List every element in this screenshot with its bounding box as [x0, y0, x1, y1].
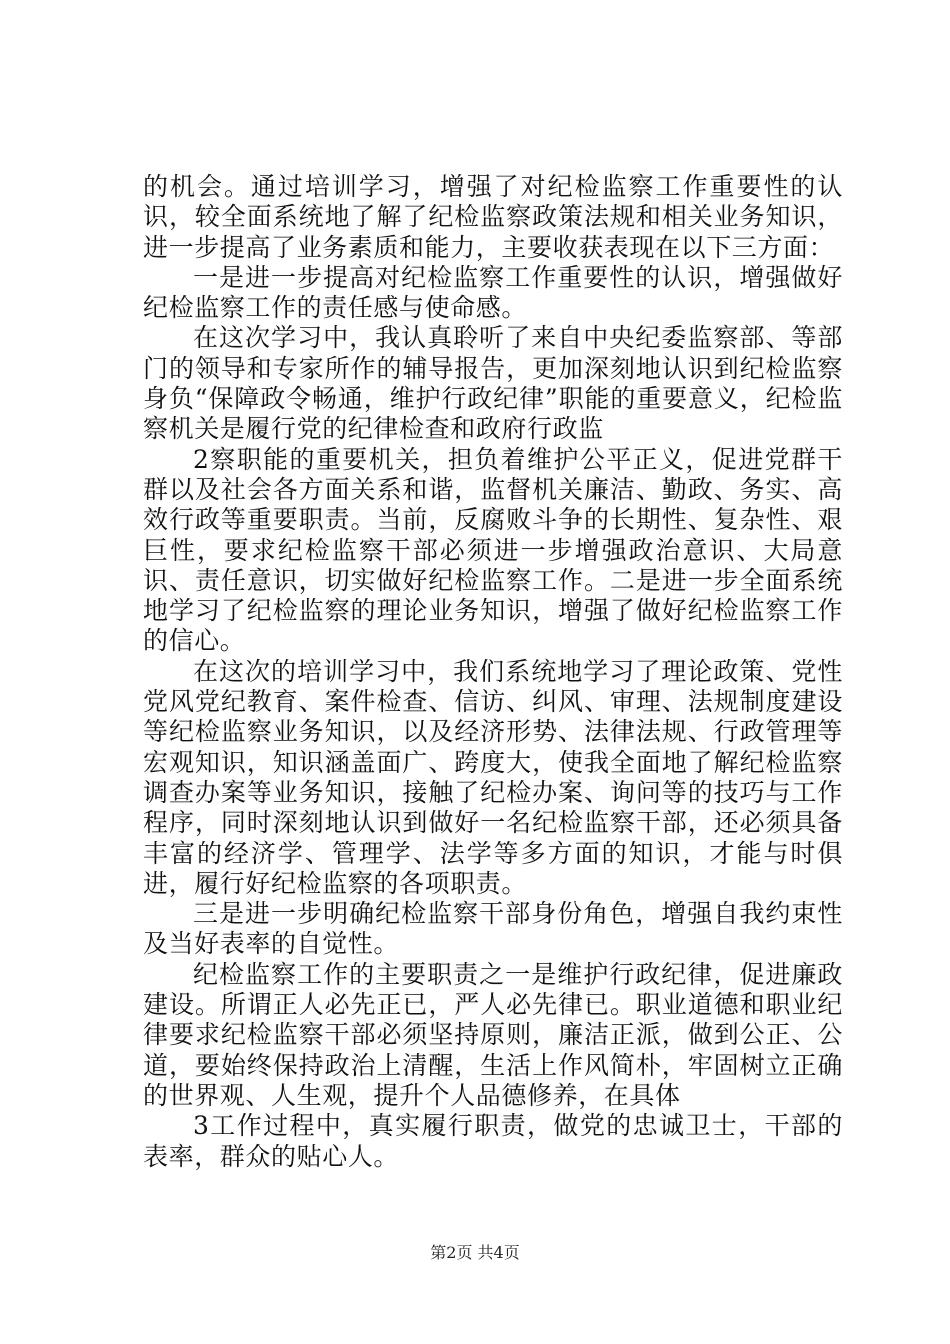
paragraph-training-content: 在这次的培训学习中，我们系统地学习了理论政策、党性党风党纪教育、案件检查、信访、纠风、审理、法规制度建设等纪检监察业务知识，以及经济形势、法律法规、行政管理等宏观知识，知识涵盖面广、跨度大，使我全面地了解纪检监察调查办案等业务知识，接触了纪检办案、询问等的技巧与工作程序，同时深刻地认识到做好一名纪检监察干部，还必须具备丰富的经济学、管理学、法学等多方面的知识，才能与时俱进，履行好纪检监察的各项职责。: [143, 656, 843, 898]
paragraph-continuation: 的机会。通过培训学习，增强了对纪检监察工作重要性的认识，较全面系统地了解了纪检监察政策法规和相关业务知识，进一步提高了业务素质和能力，主要收获表现在以下三方面：: [143, 172, 843, 262]
paragraph-point-one: 一是进一步提高对纪检监察工作重要性的认识，增强做好纪检监察工作的责任感与使命感。: [143, 262, 843, 323]
paragraph-main-duties: 纪检监察工作的主要职责之一是维护行政纪律，促进廉政建设。所谓正人必先正已，严人必先律已。职业道德和职业纪律要求纪检监察干部必须坚持原则，廉洁正派，做到公正、公道，要始终保持政治上清醒，生活上作风简朴，牢固树立正确的世界观、人生观，提升个人品德修养，在具体: [143, 959, 843, 1110]
paragraph-point-three: 三是进一步明确纪检监察干部身份角色，增强自我约束性及当好表率的自觉性。: [143, 899, 843, 959]
page-footer: 第2页 共4页: [430, 1243, 520, 1262]
paragraph-conclusion: 3工作过程中，真实履行职责，做党的忠诚卫士，干部的表率，群众的贴心人。: [143, 1111, 843, 1171]
paragraph-study-experience: 在这次学习中，我认真聆听了来自中央纪委监察部、等部门的领导和专家所作的辅导报告，更加深刻地认识到纪检监察身负“保障政令畅通，维护行政纪律”职能的重要意义，纪检监察机关是履行党的纪律检查和政府行政监: [143, 323, 843, 444]
paragraph-duties: 2察职能的重要机关，担负着维护公平正义，促进党群干群以及社会各方面关系和谐，监督机关廉洁、勤政、务实、高效行政等重要职责。当前，反腐败斗争的长期性、复杂性、艰巨性，要求纪检监察干部必须进一步增强政治意识、大局意识、责任意识，切实做好纪检监察工作。二是进一步全面系统地学习了纪检监察的理论业务知识，增强了做好纪检监察工作的信心。: [143, 444, 843, 656]
document-body: [143, 172, 843, 1172]
